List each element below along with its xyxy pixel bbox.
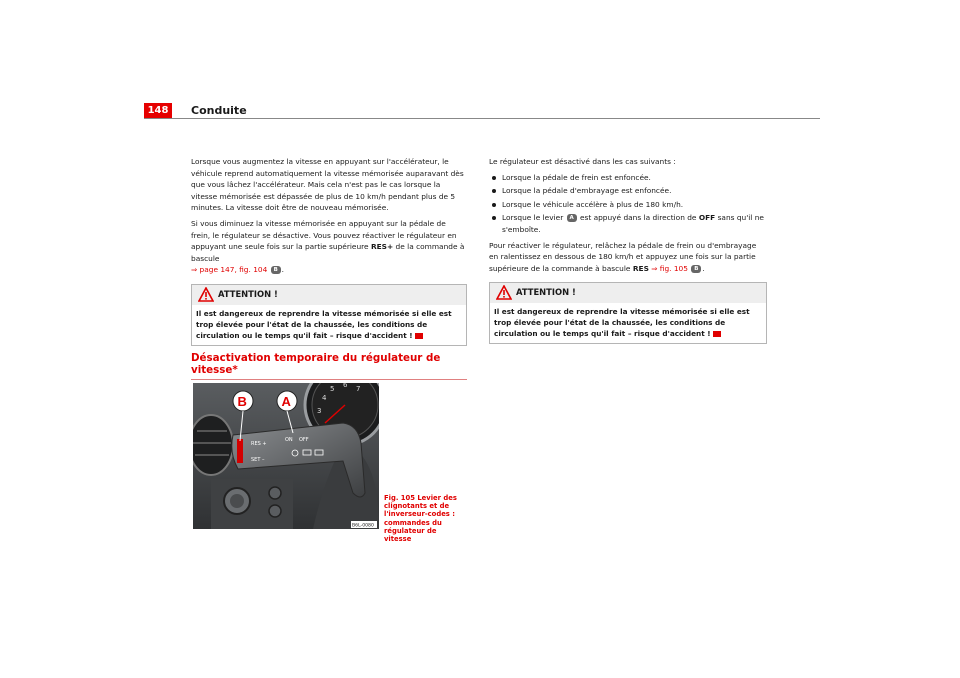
callout-badge-a: A	[567, 214, 577, 222]
switch-set-label: SET –	[251, 457, 265, 463]
text-run: Pour réactiver le régulateur, relâchez la pédale de frein ou d'embrayage en ralentissez en dessous de 180 km/h et appuyez une fois sur la partie supérieure de la commande à bascule	[489, 240, 757, 273]
warning-text	[490, 303, 766, 343]
header-rule	[144, 118, 820, 119]
warning-header	[192, 285, 466, 305]
end-marker-icon	[415, 333, 423, 339]
warning-triangle-icon	[496, 285, 512, 300]
left-column	[191, 156, 467, 346]
end-marker-icon	[713, 331, 721, 337]
res-plus-label: RES+	[370, 242, 394, 252]
figure-ref-code: B6L-0080	[352, 523, 374, 529]
callout-badge-b: B	[271, 266, 281, 274]
callout-label-a: A	[281, 394, 291, 409]
paragraph	[191, 218, 467, 276]
list-item: Lorsque le véhicule accélère à plus de 180 km/h.	[489, 199, 767, 211]
speedo-num: 5	[330, 385, 335, 393]
intro-paragraph: Le régulateur est désactivé dans les cas suivants :	[489, 157, 676, 166]
switch-on-label: ON	[285, 437, 293, 443]
text-run: est appuyé dans la direction de	[577, 213, 699, 223]
text-run: sans qu'il ne s'emboîte.	[502, 213, 764, 234]
page-link[interactable]: ⇒ page 147, fig. 104	[191, 265, 268, 275]
text-run: Si vous diminuez la vitesse mémorisée en appuyant sur la pédale de frein, le régulateur se désactive. Vous pouvez réactiver le régulateur en appuyant une seule fois sur la partie supérieure	[191, 218, 457, 252]
page-number: 148	[144, 103, 172, 118]
warning-body: Il est dangereux de reprendre la vitesse mémorisée si elle est trop élevée pour l'état de la chaussée, les conditions de circulation ou le temps qu'il fait – risque d'accident !	[196, 308, 452, 340]
paragraph	[489, 240, 767, 275]
speedo-num: 7	[356, 385, 361, 393]
paragraph: Lorsque vous augmentez la vitesse en appuyant sur l'accélérateur, le véhicule reprend automatiquement la vitesse mémorisée auparavant dès que vous lâchez l'accélérateur. Mais cela n'est pas le cas lorsque la vitesse mémorisée est dépassée de plus de 10 km/h pendant plus de 5 minutes. La vitesse doit être de nouveau mémorisée.	[191, 157, 464, 213]
text-run: de la commande à bascule	[191, 242, 465, 263]
res-label: RES	[632, 263, 649, 273]
dashboard-illustration	[193, 383, 379, 529]
warning-title: ATTENTION !	[218, 288, 278, 299]
switch-off-label: OFF	[299, 437, 309, 443]
bullet-list	[489, 172, 767, 236]
figure-lever-illustration	[193, 383, 379, 529]
figure-link[interactable]: ⇒ fig. 105	[651, 263, 688, 273]
section-heading: Désactivation temporaire du régulateur de vitesse*	[191, 352, 467, 380]
list-item: Lorsque la pédale de frein est enfoncée.	[489, 172, 767, 184]
speedo-num: 3	[317, 407, 322, 415]
warning-title: ATTENTION !	[516, 287, 576, 298]
callout-badge-b: B	[691, 265, 701, 273]
warning-text	[192, 305, 466, 345]
list-item: Lorsque la pédale d'embrayage est enfoncée.	[489, 185, 767, 197]
warning-box	[191, 284, 467, 346]
warning-triangle-icon	[198, 287, 214, 302]
callout-label-b: B	[237, 394, 247, 409]
text-run: .	[281, 265, 285, 275]
right-column	[489, 156, 767, 344]
list-item	[489, 212, 767, 235]
speedo-num: 6	[343, 383, 348, 389]
switch-res-label: RES +	[251, 441, 267, 447]
text-run: Lorsque le levier	[502, 213, 566, 223]
warning-body: Il est dangereux de reprendre la vitesse mémorisée si elle est trop élevée pour l'état de la chaussée, les conditions de circulation ou le temps qu'il fait – risque d'accident !	[494, 307, 750, 339]
warning-box	[489, 282, 767, 344]
speedo-num: 4	[322, 394, 327, 402]
figure-caption: Fig. 105 Levier des clignotants et de l'inverseur-codes : commandes du régulateur de vitesse	[384, 494, 457, 544]
running-header: Conduite	[191, 104, 247, 117]
warning-header	[490, 283, 766, 303]
off-label: OFF	[698, 213, 716, 223]
text-run: .	[702, 263, 705, 273]
